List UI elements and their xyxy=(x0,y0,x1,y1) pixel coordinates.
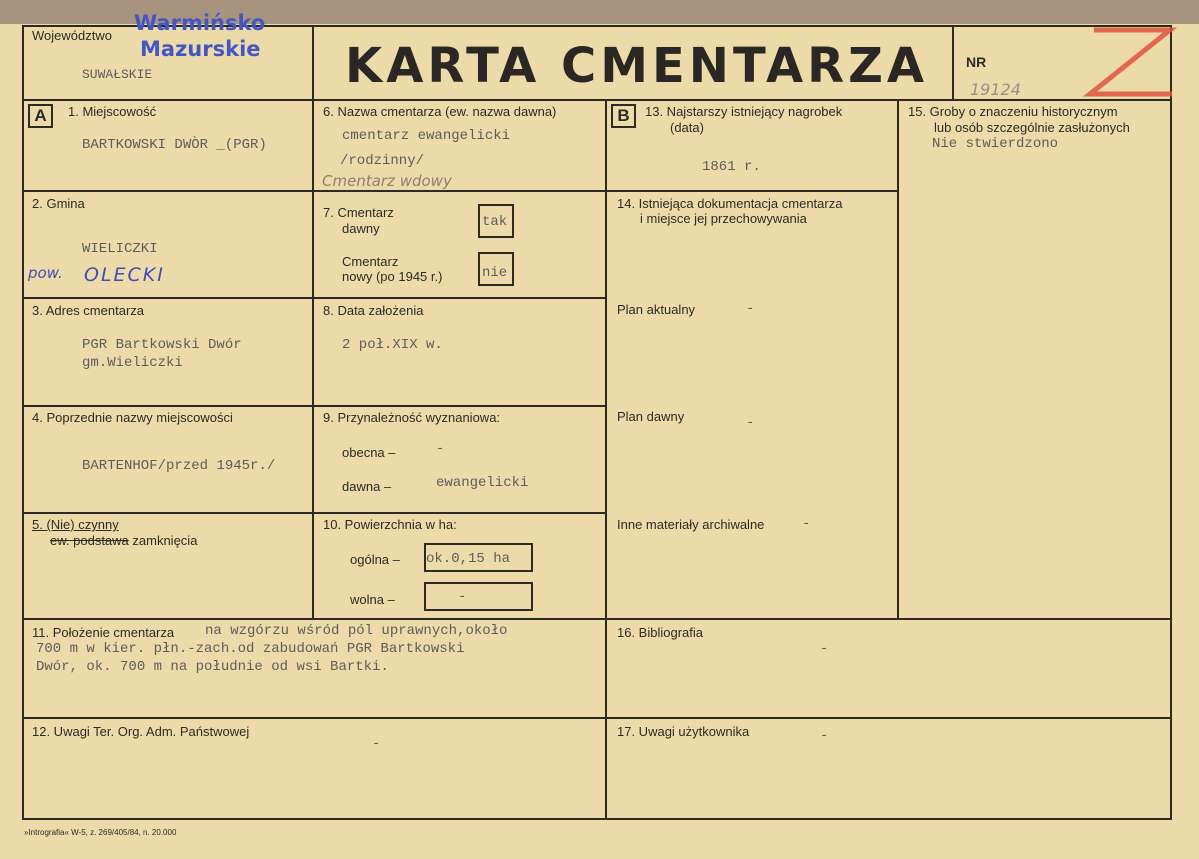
field-10-label: 10. Powierzchnia w ha: xyxy=(323,517,457,532)
field-10-wolna-box xyxy=(424,582,533,611)
plan-aktualny-value: - xyxy=(746,301,755,317)
field-9-dawna-value: ewangelicki xyxy=(436,475,529,491)
field-5-label-line2 xyxy=(50,533,197,549)
field-15-label-line1: 15. Groby o znaczeniu historycznym xyxy=(908,104,1118,119)
red-z-mark xyxy=(1080,22,1180,102)
field-9-dawna-label: dawna – xyxy=(342,479,392,494)
field-9-obecna-value: - xyxy=(436,441,445,457)
field-11-value-line2: 700 m w kier. płn.-zach.od zabudowań PGR Bartkowski xyxy=(36,641,465,657)
stamp-line1: Warmińsko xyxy=(134,11,266,35)
field-7-label-dawny-1: 7. Cmentarz xyxy=(323,205,394,220)
field-2-hand-pow: pow. xyxy=(28,264,63,282)
plan-dawny-value: - xyxy=(746,415,755,431)
divider xyxy=(22,190,899,192)
divider xyxy=(605,100,607,820)
typed-wojewodztwo: SUWAŁSKIE xyxy=(82,67,153,82)
field-2-hand-value: OLECKI xyxy=(84,264,165,286)
field-5-struck-text: ew. podstawa xyxy=(50,533,129,548)
field-13-value: 1861 r. xyxy=(702,159,761,175)
field-10-wolna-label: wolna – xyxy=(350,592,395,607)
nr-label: NR xyxy=(966,54,987,70)
divider xyxy=(22,618,1172,620)
field-11-label: 11. Położenie cmentarza xyxy=(32,625,175,640)
field-4-value: BARTENHOF/przed 1945r./ xyxy=(82,458,276,474)
divider xyxy=(22,297,607,299)
field-8-value: 2 poł.XIX w. xyxy=(342,337,443,353)
field-16-value: - xyxy=(820,641,829,657)
field-15-label-line2: lub osób szczególnie zasłużonych xyxy=(934,120,1130,135)
field-14-label-line1: 14. Istniejąca dokumentacja cmentarza xyxy=(617,196,843,211)
field-3-value-line2: gm.Wieliczki xyxy=(82,355,183,371)
field-8-label: 8. Data założenia xyxy=(323,303,424,318)
field-6-value-line2: /rodzinny/ xyxy=(340,153,425,169)
divider xyxy=(22,717,1172,719)
plan-dawny-label: Plan dawny xyxy=(617,409,685,424)
nr-pencil: 19124 xyxy=(970,80,1021,99)
field-12-label: 12. Uwagi Ter. Org. Adm. Państwowej xyxy=(32,724,250,739)
field-13-label-line1: 13. Najstarszy istniejący nagrobek xyxy=(645,104,843,119)
section-a-badge: A xyxy=(28,104,53,128)
card-title: KARTA CMENTARZA xyxy=(345,38,929,94)
field-7-label-dawny-2: dawny xyxy=(342,221,380,236)
field-3-label: 3. Adres cmentarza xyxy=(32,303,144,318)
field-1-value: BARTKOWSKI DWÒR _(PGR) xyxy=(82,137,267,153)
inne-materialy-label: Inne materiały archiwalne xyxy=(617,517,765,532)
field-5-label-line1: 5. (Nie) czynny xyxy=(32,517,119,532)
field-7-label-nowy-1: Cmentarz xyxy=(342,254,399,269)
field-3-value-line1: PGR Bartkowski Dwór xyxy=(82,337,242,353)
field-15-value: Nie stwierdzono xyxy=(932,136,1059,152)
divider xyxy=(22,512,607,514)
field-1-label: 1. Miejscowość xyxy=(68,104,157,119)
field-9-label: 9. Przynależność wyznaniowa: xyxy=(323,410,501,425)
field-7-nowy-value: nie xyxy=(482,265,508,281)
section-b-badge: B xyxy=(611,104,636,128)
field-17-label: 17. Uwagi użytkownika xyxy=(617,724,750,739)
field-10-ogolna-label: ogólna – xyxy=(350,552,400,567)
plan-aktualny-label: Plan aktualny xyxy=(617,302,696,317)
field-2-value: WIELICZKI xyxy=(82,241,158,257)
divider xyxy=(22,99,1172,101)
printer-imprint: »Intrografia« W-5, z. 269/405/84, n. 20.000 xyxy=(24,828,177,837)
field-11-value-line1: na wzgórzu wśród pól uprawnych,około xyxy=(205,623,508,639)
divider xyxy=(312,26,314,619)
field-10-wolna-value: - xyxy=(458,589,467,605)
field-6-value-line1: cmentarz ewangelicki xyxy=(342,128,511,144)
divider xyxy=(897,100,899,619)
field-10-ogolna-value: ok.0,15 ha xyxy=(426,551,511,567)
field-6-label: 6. Nazwa cmentarza (ew. nazwa dawna) xyxy=(323,104,557,119)
stamp-line2: Mazurskie xyxy=(140,37,261,61)
field-12-value: - xyxy=(372,736,381,752)
divider xyxy=(22,405,607,407)
inne-materialy-value: - xyxy=(802,516,811,532)
field-7-dawny-value: tak xyxy=(482,214,508,230)
field-9-obecna-label: obecna – xyxy=(342,445,396,460)
field-4-label: 4. Poprzednie nazwy miejscowości xyxy=(32,410,233,425)
divider xyxy=(952,26,954,100)
field-5-rest-text: zamknięcia xyxy=(128,533,198,548)
wojewodztwo-label: Województwo xyxy=(32,28,112,43)
field-17-value: - xyxy=(820,728,829,744)
field-16-label: 16. Bibliografia xyxy=(617,625,703,640)
field-14-label-line2: i miejsce jej przechowywania xyxy=(640,211,807,226)
field-11-value-line3: Dwór, ok. 700 m na południe od wsi Bartki. xyxy=(36,659,389,675)
field-6-pencil-note: Cmentarz wdowy xyxy=(322,172,452,190)
field-13-label-line2: (data) xyxy=(670,120,704,135)
field-7-label-nowy-2: nowy (po 1945 r.) xyxy=(342,269,443,284)
field-2-label: 2. Gmina xyxy=(32,196,85,211)
